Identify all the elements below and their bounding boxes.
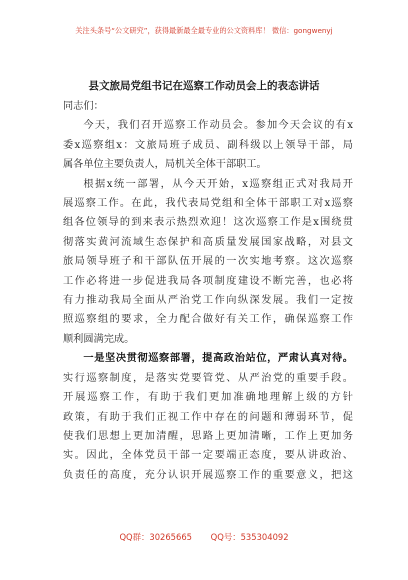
- text-line: 委x巡察组x：文旅局班子成员、副科级以上领导干部，局: [63, 139, 353, 151]
- paragraph-3: [63, 349, 353, 485]
- footer-qq-group: QQ群：30265665: [119, 532, 192, 542]
- text-line: 今天，我们召开巡察工作动员会。参加今天会议的有x: [83, 120, 353, 132]
- text-line: 属各单位主要负责人，局机关全体干部职工。: [63, 159, 267, 171]
- text-line: 旅局领导班子和干部队伍开展的一次实地考察。这次巡察: [63, 256, 353, 268]
- text-line: 展巡察工作。在此，我代表局党组和全体干部职工对x巡察: [63, 198, 353, 210]
- bold-heading-line: 一是坚决贯彻巡察部署，提高政治站位，严肃认真对待。: [83, 352, 353, 365]
- footer-contact: [0, 531, 408, 543]
- salutation-line: 同志们：: [63, 101, 104, 112]
- text-line: 实。因此，全体党员干部一定要端正态度，要从讲政治、: [63, 450, 353, 462]
- text-line: 有力推动我局全面从严治党工作向纵深发展。我们一定按: [63, 295, 353, 307]
- text-line: 彻落实黄河流域生态保护和高质量发展国家战略，对县文: [63, 236, 353, 248]
- paragraph-2: [63, 175, 353, 350]
- text-line: 根据x统一部署，从今天开始，x巡察组正式对我局开: [83, 178, 353, 190]
- text-line: 工作必将进一步促进我局各项制度建设不断完善，也必将: [63, 275, 353, 287]
- header-promo-note: 关注头条号“公文研究”，获得最新最全最专业的公文资料库！ 微信：gongwenyj: [75, 26, 333, 35]
- document-title: 县文旅局党组书记在巡察工作动员会上的表态讲话: [88, 80, 320, 92]
- text-line: 负责任的高度，充分认识开展巡察工作的重要意义，把这: [63, 469, 353, 481]
- text-line: 顺利圆满完成。: [63, 333, 135, 345]
- text-line: 使我们思想上更加清醒，思路上更加清晰，工作上更加务: [63, 430, 353, 442]
- paragraph-1: [63, 116, 353, 174]
- text-line: 实行巡察制度，是落实党要管党、从严治党的重要手段。: [63, 372, 353, 384]
- text-line: 照巡察组的要求，全力配合做好有关工作，确保巡察工作: [63, 314, 353, 326]
- text-line: 政策，有助于我们正视工作中存在的问题和薄弱环节，促: [63, 411, 353, 423]
- document-body: [63, 97, 353, 485]
- text-line: 组各位领导的到来表示热烈欢迎！这次巡察工作是x围绕贯: [63, 217, 353, 229]
- footer-qq-number: QQ号：535304092: [210, 532, 289, 542]
- salutation: [63, 97, 353, 116]
- text-line: 开展巡察工作，有助于我们更加准确地理解上级的方针: [63, 392, 353, 404]
